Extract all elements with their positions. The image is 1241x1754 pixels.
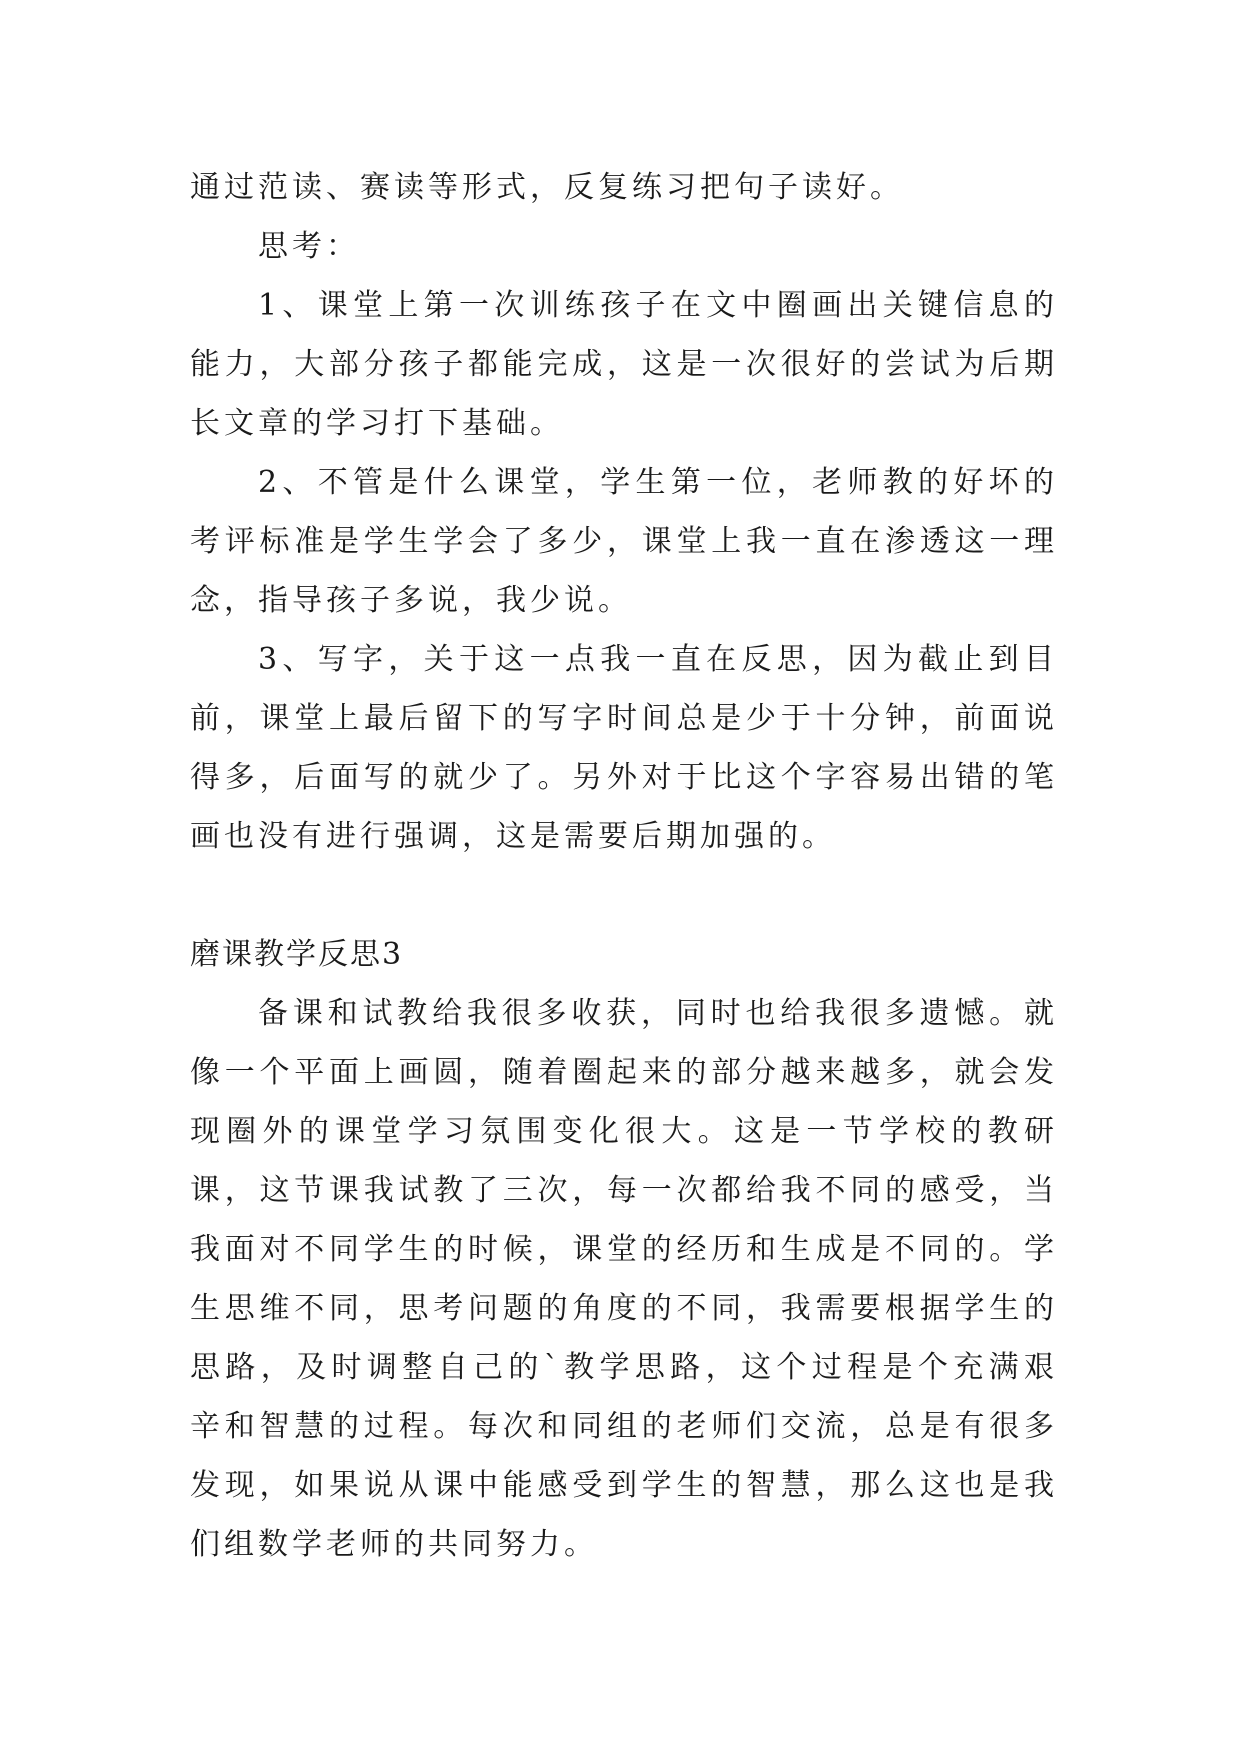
paragraph-section-body: 备课和试教给我很多收获，同时也给我很多遗憾。就像一个平面上画圆，随着圈起来的部分越来越多，就会发现圈外的课堂学习氛围变化很大。这是一节学校的教研课，这节课我试教了三次，每一次都给我不同的感受，当我面对不同学生的时候，课堂的经历和生成是不同的。学生思维不同，思考问题的角度的不同，我需要根据学生的思路，及时调整自己的`教学思路，这个过程是个充满艰辛和智慧的过程。每次和同组的老师们交流，总是有很多发现，如果说从课中能感受到学生的智慧，那么这也是我们组数学老师的共同努力。: [190, 996, 1058, 1562]
paragraph-point-1: 1、课堂上第一次训练孩子在文中圈画出关键信息的能力，大部分孩子都能完成，这是一次很好的尝试为后期长文章的学习打下基础。: [190, 288, 1058, 441]
paragraph-point-2: 2、不管是什么课堂，学生第一位，老师教的好坏的考评标准是学生学会了多少，课堂上我一直在渗透这一理念，指导孩子多说，我少说。: [190, 465, 1058, 618]
paragraph-point-3: 3、写字，关于这一点我一直在反思，因为截止到目前，课堂上最后留下的写字时间总是少于十分钟，前面说得多，后面写的就少了。另外对于比这个字容易出错的笔画也没有进行强调，这是需要后期加强的。: [190, 642, 1058, 854]
paragraph-thinking-label: 思考：: [258, 229, 360, 264]
paragraph-continuation: 通过范读、赛读等形式，反复练习把句子读好。: [190, 170, 904, 205]
document-body: [190, 158, 1058, 1574]
section-heading: 磨课教学反思3: [190, 937, 404, 972]
